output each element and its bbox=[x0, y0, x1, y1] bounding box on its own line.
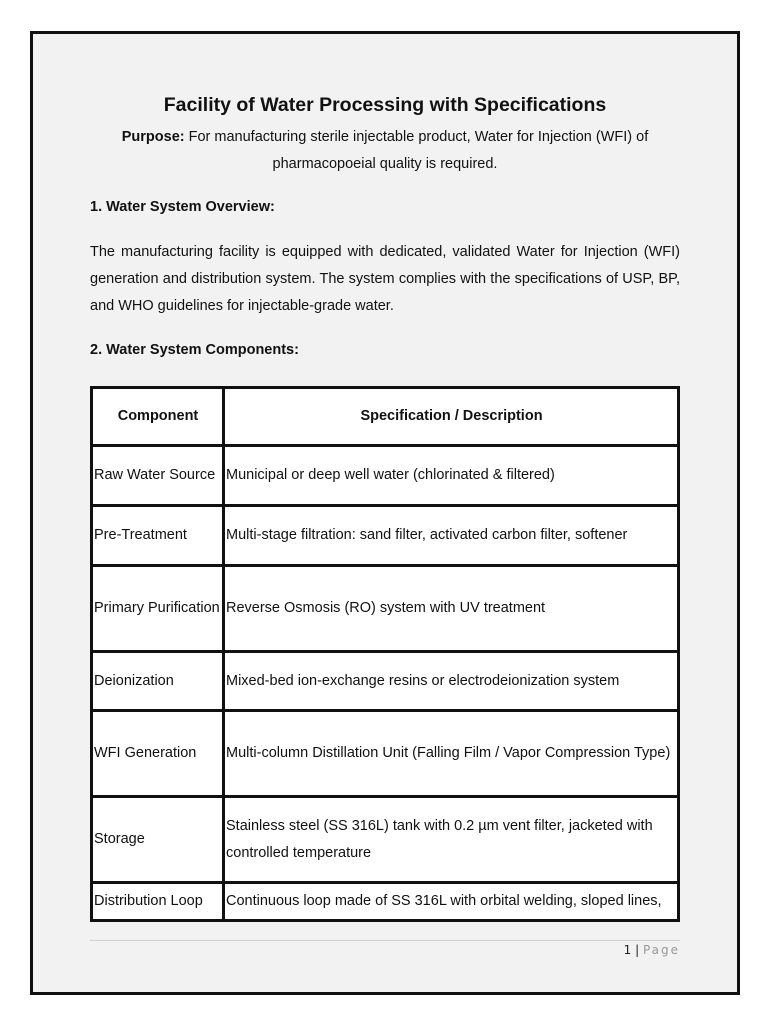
component-cell: Deionization bbox=[92, 652, 224, 711]
component-cell: Pre-Treatment bbox=[92, 506, 224, 566]
table-row bbox=[92, 506, 679, 566]
table-row bbox=[92, 652, 679, 711]
section-1-paragraph: The manufacturing facility is equipped with dedicated, validated Water for Injection (WFI) generation and distribution system. The system complies with the specifications of USP, BP, and WHO guidelines for injectable-grade water. bbox=[90, 244, 680, 314]
page-number: 1 bbox=[623, 943, 632, 957]
document-title: Facility of Water Processing with Specifications bbox=[163, 94, 607, 116]
document-page bbox=[30, 31, 740, 995]
component-cell: Storage bbox=[92, 797, 224, 883]
purpose-statement bbox=[90, 124, 680, 178]
table-row bbox=[92, 566, 679, 652]
section-2-heading: 2. Water System Components: bbox=[90, 342, 299, 358]
header-specification: Specification / Description bbox=[224, 388, 679, 446]
footer-divider bbox=[90, 940, 680, 941]
component-cell: Raw Water Source bbox=[92, 446, 224, 506]
page-label: Page bbox=[642, 943, 680, 957]
purpose-text: For manufacturing sterile injectable product, Water for Injection (WFI) of pharmacopoeial quality is required. bbox=[184, 129, 649, 172]
table-row bbox=[92, 883, 679, 921]
component-cell: Distribution Loop bbox=[92, 883, 224, 921]
specification-cell: Reverse Osmosis (RO) system with UV treatment bbox=[224, 566, 679, 652]
table-row bbox=[92, 711, 679, 797]
section-1-heading: 1. Water System Overview: bbox=[90, 199, 275, 215]
component-cell: WFI Generation bbox=[92, 711, 224, 797]
specification-cell: Multi-stage filtration: sand filter, activated carbon filter, softener bbox=[224, 506, 679, 566]
table-header-row bbox=[92, 388, 679, 446]
specification-cell: Stainless steel (SS 316L) tank with 0.2 µm vent filter, jacketed with controlled temperature bbox=[224, 797, 679, 883]
specification-cell: Multi-column Distillation Unit (Falling Film / Vapor Compression Type) bbox=[224, 711, 679, 797]
specification-cell: Municipal or deep well water (chlorinated & filtered) bbox=[224, 446, 679, 506]
components-table bbox=[90, 386, 680, 922]
purpose-label: Purpose: bbox=[121, 129, 185, 145]
table-row bbox=[92, 446, 679, 506]
component-cell: Primary Purification bbox=[92, 566, 224, 652]
page-footer bbox=[624, 943, 680, 957]
specification-cell: Continuous loop made of SS 316L with orbital welding, sloped lines, bbox=[224, 883, 679, 921]
header-component: Component bbox=[92, 388, 224, 446]
footer-separator: | bbox=[631, 943, 643, 957]
specification-cell: Mixed-bed ion-exchange resins or electrodeionization system bbox=[224, 652, 679, 711]
table-row bbox=[92, 797, 679, 883]
